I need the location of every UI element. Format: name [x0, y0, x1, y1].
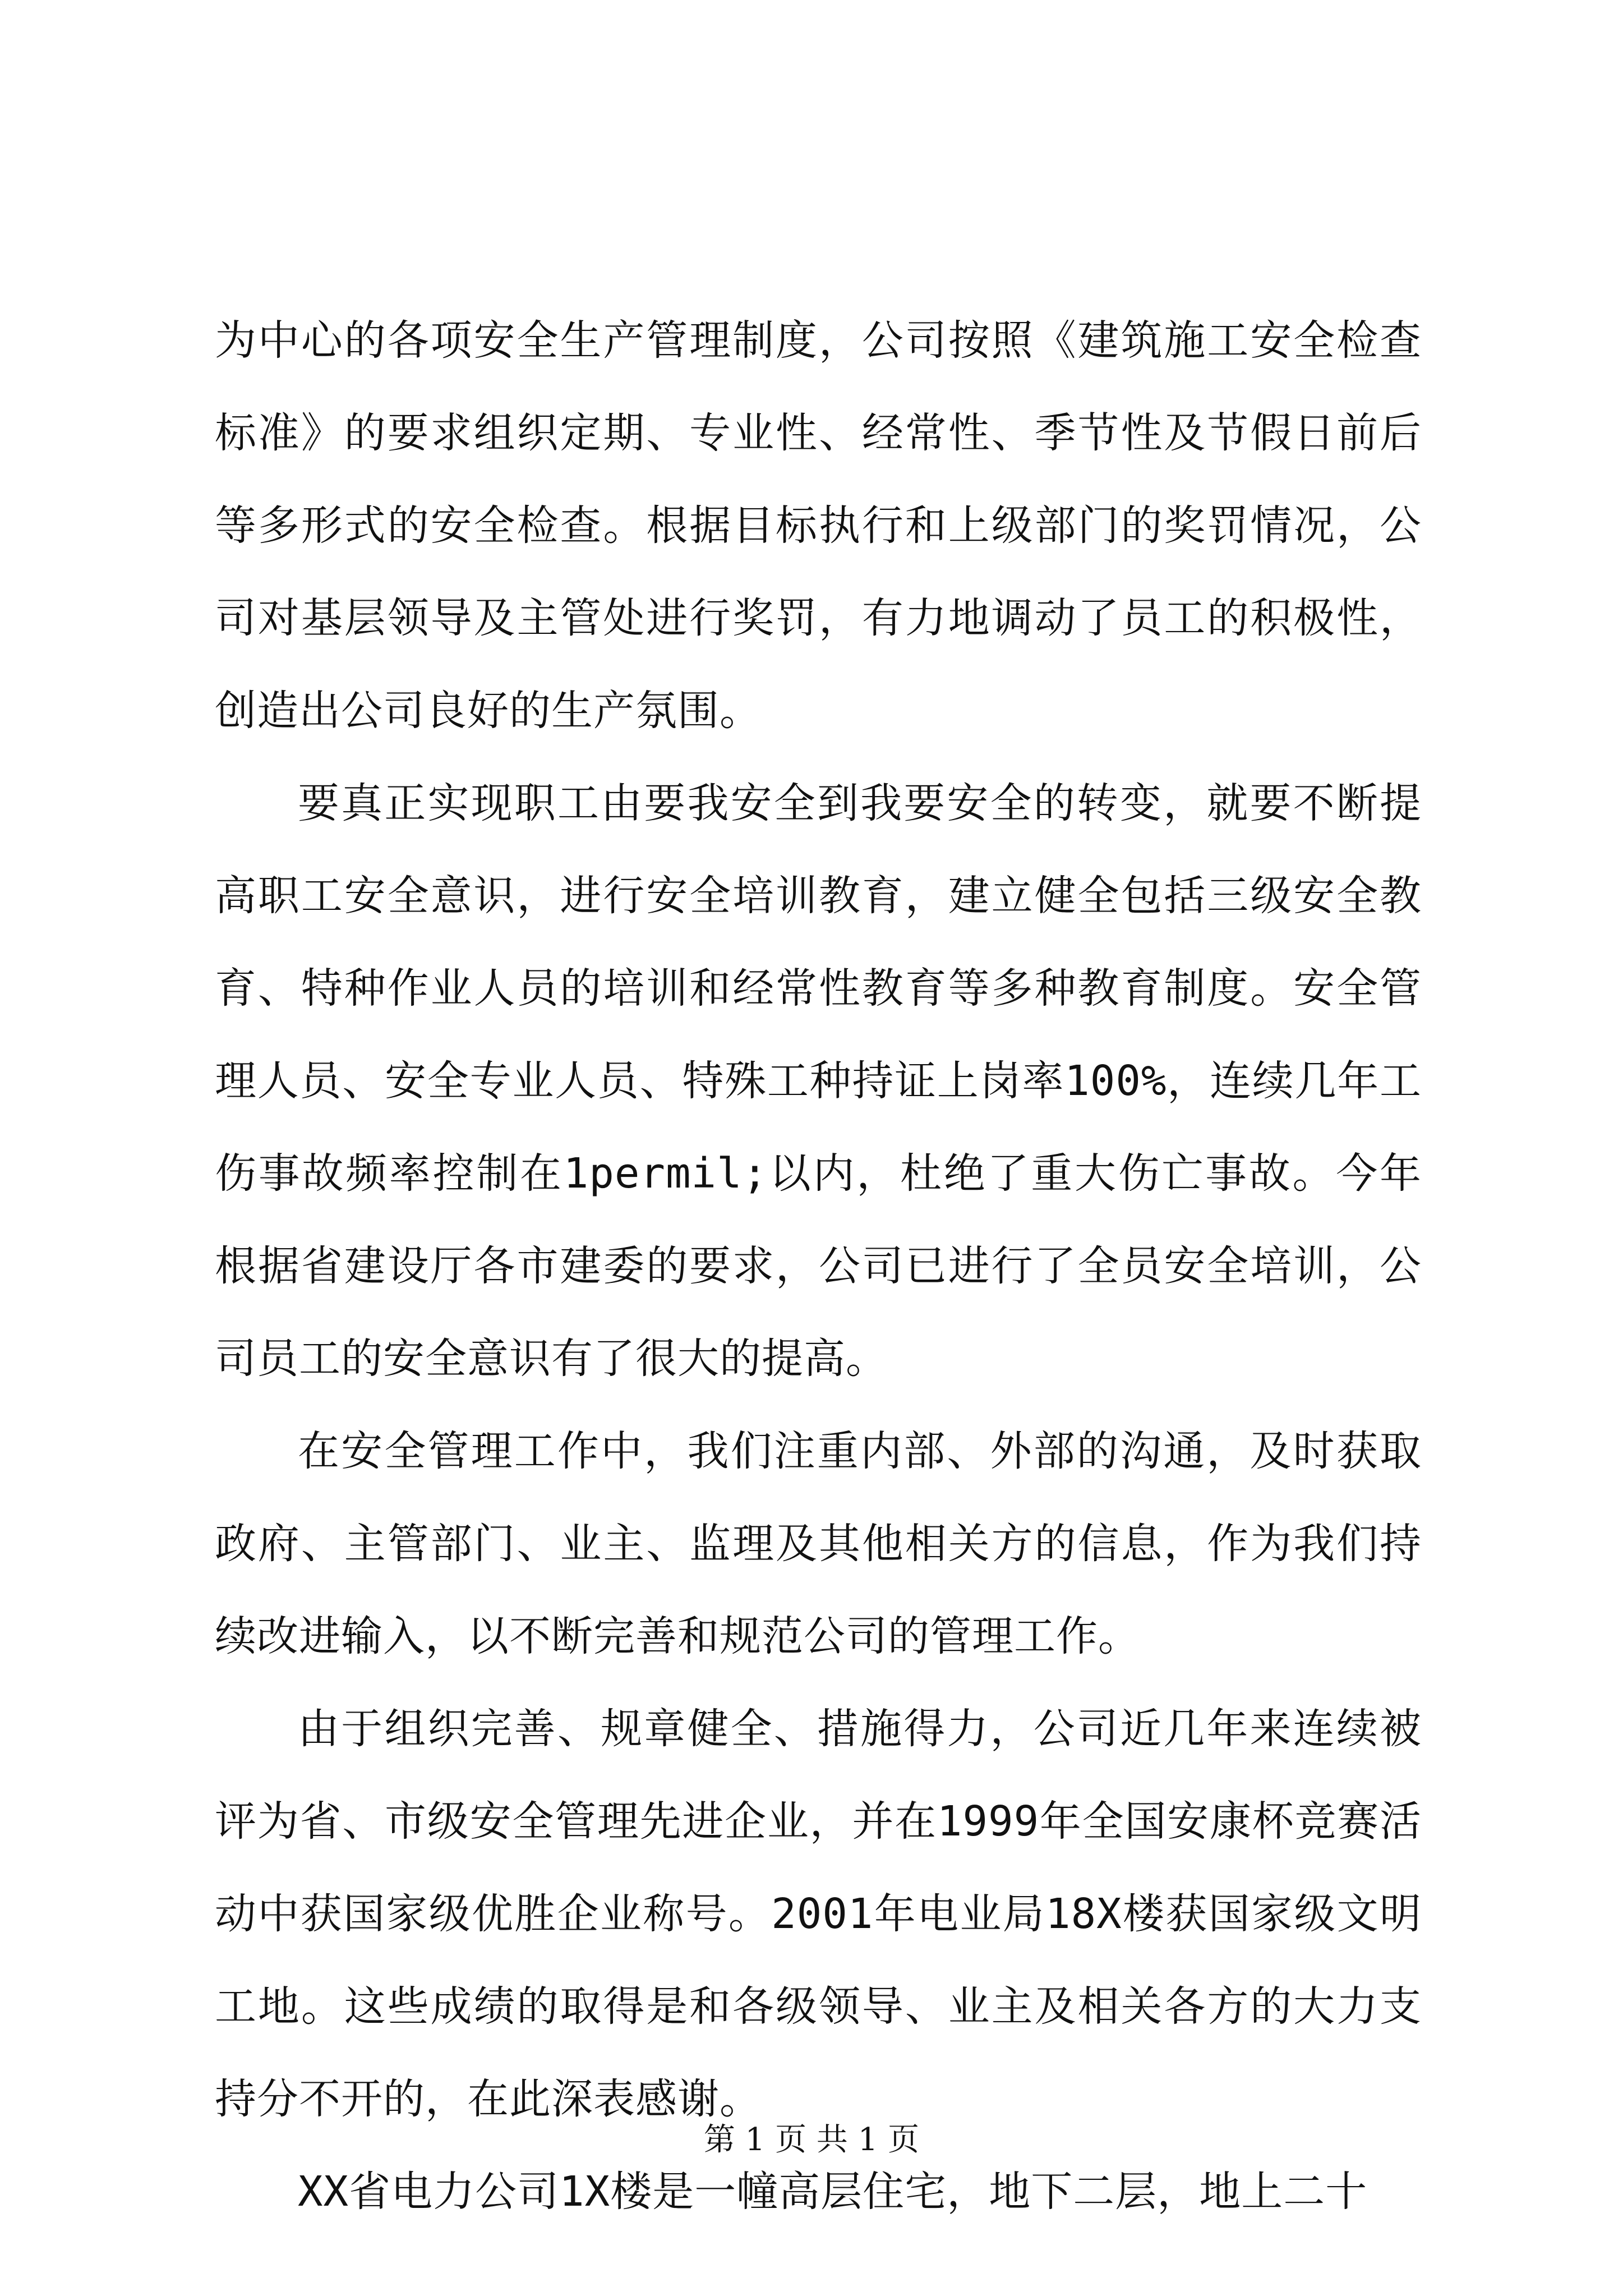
paragraph-1: 为中心的各项安全生产管理制度，公司按照《建筑施工安全检查标准》的要求组织定期、专业性、经常性、季节性及节假日前后等多形式的安全检查。根据目标执行和上级部门的奖罚情况，公司对基层领导及主管处进行奖罚，有力地调动了员工的积极性，创造出公司良好的生产氛围。: [215, 316, 1422, 735]
paragraph-2: 要真正实现职工由要我安全到我要安全的转变，就要不断提高职工安全意识，进行安全培训教育，建立健全包括三级安全教育、特种作业人员的培训和经常性教育等多种教育制度。安全管理人员、安全专业人员、特殊工种持证上岗率100%，连续几年工伤事故频率控制在1permil;以内，杜绝了重大伤亡事故。今年根据省建设厅各市建委的要求，公司已进行了全员安全培训，公司员工的安全意识有了很大的提高。: [215, 779, 1422, 1383]
paragraph-5: XX省电力公司1X楼是一幢高层住宅，地下二层，地上二十: [298, 2168, 1368, 2216]
page-footer: 第 1 页 共 1 页: [703, 2122, 920, 2158]
document-body: [215, 295, 1422, 2238]
paragraph-3: 在安全管理工作中，我们注重内部、外部的沟通，及时获取政府、主管部门、业主、监理及其他相关方的信息，作为我们持续改进输入，以不断完善和规范公司的管理工作。: [215, 1427, 1422, 1660]
paragraph-4: 由于组织完善、规章健全、措施得力，公司近几年来连续被评为省、市级安全管理先进企业，并在1999年全国安康杯竞赛活动中获国家级优胜企业称号。2001年电业局18X楼获国家级文明工地。这些成绩的取得是和各级领导、业主及相关各方的大力支持分不开的，在此深表感谢。: [215, 1705, 1422, 2123]
